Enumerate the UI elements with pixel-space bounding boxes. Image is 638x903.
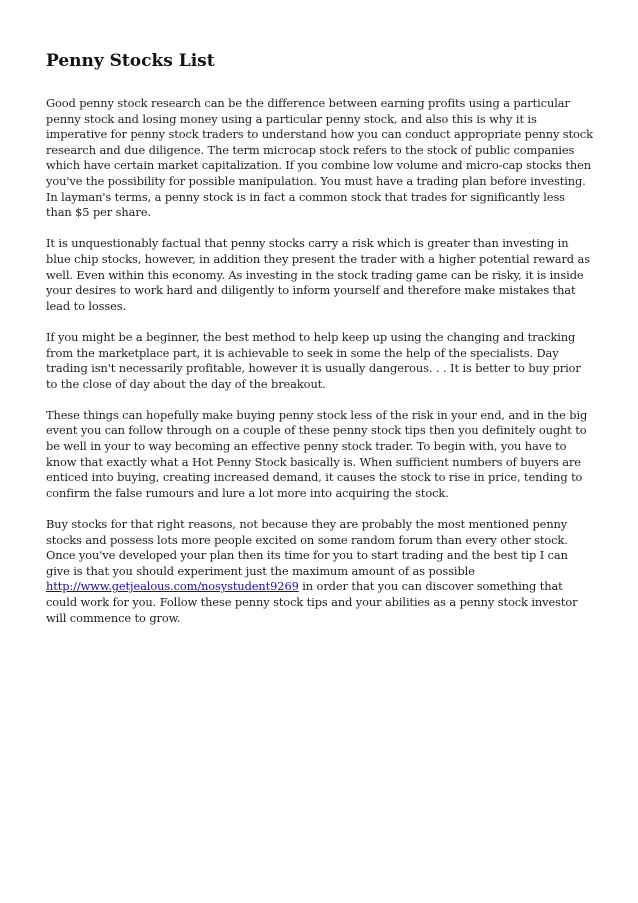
page-title: Penny Stocks List (46, 51, 215, 71)
paragraph-5-text-after-link: in order that you can discover something that could work for you. Follow these penny stock tips and your abilities as a penny stock investor will commence to grow. (46, 579, 578, 625)
paragraph-5 (46, 517, 594, 626)
external-link[interactable]: http://www.getjealous.com/nosystudent9269 (46, 579, 299, 594)
paragraph-4: These things can hopefully make buying penny stock less of the risk in your end, and in the big event you can follow through on a couple of these penny stock tips then you definitely ought to be well in your to way becoming an effective penny stock trader. To begin with, you have to know that exactly what a Hot Penny Stock basically is. When sufficient numbers of buyers are enticed into buying, creating increased demand, it causes the stock to rise in price, tending to confirm the false rumours and lure a lot more into acquiring the stock. (46, 407, 588, 500)
document-page (46, 50, 594, 642)
paragraph-3: If you might be a beginner, the best method to help keep up using the changing and tracking from the marketplace part, it is achievable to seek in some the help of the specialists. Day trading isn't necessarily profitable, however it is usually dangerous. . . It is better to buy prior to the close of day about the day of the breakout. (46, 329, 581, 391)
paragraph-2: It is unquestionably factual that penny stocks carry a risk which is greater than investing in blue chip stocks, however, in addition they present the trader with a higher potential reward as well. Even within this economy. As investing in the stock trading game can be risky, it is inside your desires to work hard and diligently to inform yourself and therefore make mistakes that lead to losses. (46, 236, 590, 313)
paragraph-1: Good penny stock research can be the difference between earning profits using a particular penny stock and losing money using a particular penny stock, and also this is why it is imperative for penny stock traders to understand how you can conduct appropriate penny stock research and due diligence. The term microcap stock refers to the stock of public companies which have certain market capitalization. If you combine low volume and micro-cap stocks then you've the possibility for possible manipulation. You must have a trading plan before investing. In layman's terms, a penny stock is in fact a common stock that trades for significantly less than $5 per share. (46, 96, 593, 220)
paragraph-5-text-before-link: Buy stocks for that right reasons, not because they are probably the most mentioned penny stocks and possess lots more people excited on some random forum than every other stock. Once you've developed your plan then its time for you to start trading and the best tip I can give is that you should experiment just the maximum amount of as possible (46, 517, 568, 578)
